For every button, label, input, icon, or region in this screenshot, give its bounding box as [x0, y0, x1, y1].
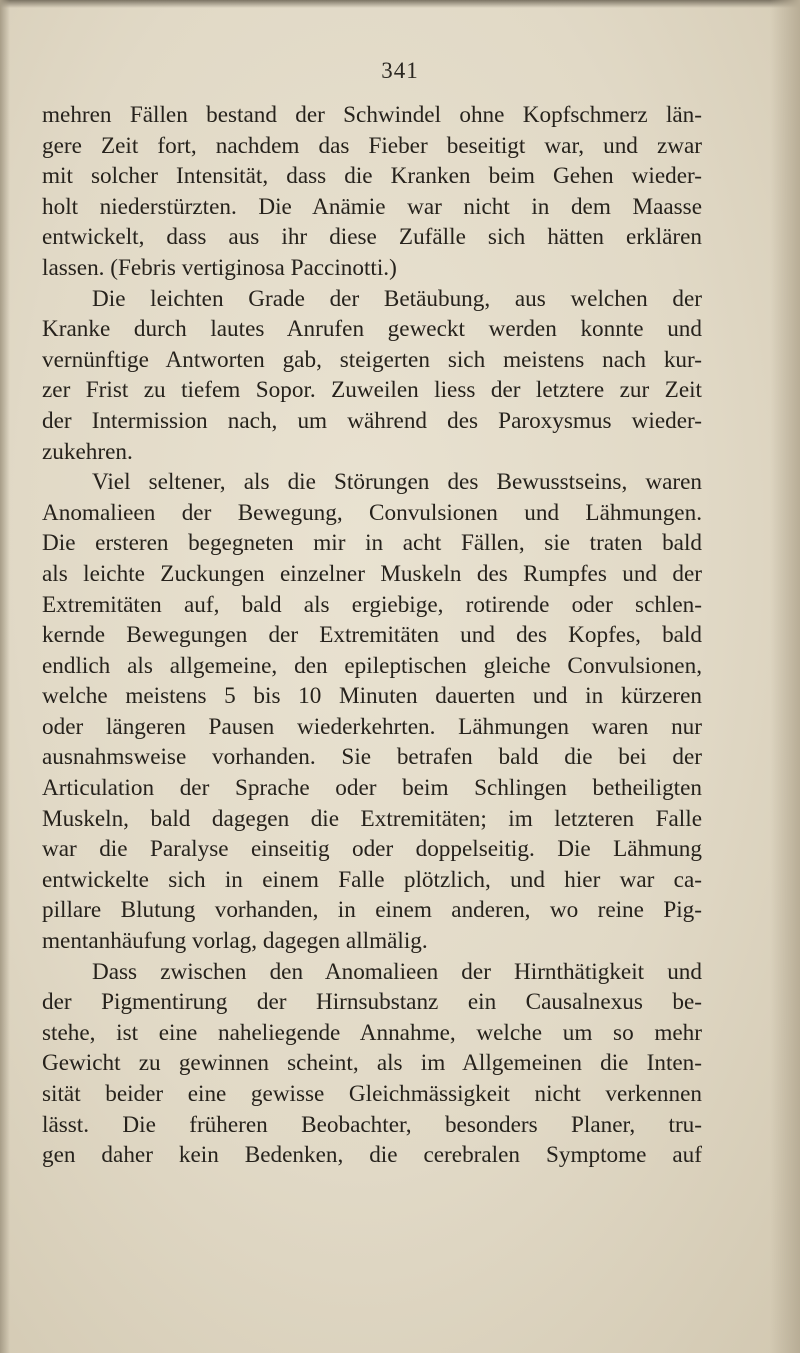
- text-line: stehe, ist eine naheliegende Annahme, welche um so mehr: [42, 1019, 702, 1046]
- text-line: endlich als allgemeine, den epileptischen gleiche Convulsionen,: [42, 652, 702, 679]
- text-line: entwickelte sich in einem Falle plötzlich, und hier war ca-: [42, 866, 702, 893]
- text-line: kernde Bewegungen der Extremitäten und des Kopfes, bald: [42, 622, 702, 649]
- text-line: ausnahmsweise vorhanden. Sie betrafen bald die bei der: [42, 744, 702, 771]
- text-line: gen daher kein Bedenken, die cerebralen Symptome auf: [42, 1142, 702, 1169]
- text-line: zukehren.: [42, 438, 133, 465]
- page-number: 341: [381, 58, 419, 83]
- text-line: der Pigmentirung der Hirnsubstanz ein Causalnexus be-: [42, 989, 702, 1016]
- page-right-shadow: [770, 0, 800, 1353]
- text-line: mehren Fällen bestand der Schwindel ohne Kopfschmerz län-: [42, 102, 702, 128]
- text-line: lässt. Die früheren Beobachter, besonders Planer, tru-: [42, 1111, 702, 1138]
- text-line: Viel seltener, als die Störungen des Bewusstseins, waren: [92, 469, 702, 496]
- text-line: war die Paralyse einseitig oder doppelseitig. Die Lähmung: [42, 836, 702, 863]
- text-line: holt niederstürzten. Die Anämie war nicht in dem Maasse: [42, 193, 702, 220]
- text-line: Extremitäten auf, bald als ergiebige, rotirende oder schlen-: [42, 591, 702, 618]
- text-line: Muskeln, bald dagegen die Extremitäten; im letzteren Falle: [42, 805, 702, 832]
- text-line: Die leichten Grade der Betäubung, aus welchen der: [92, 285, 702, 312]
- text-line: gere Zeit fort, nachdem das Fieber beseitigt war, und zwar: [42, 132, 702, 159]
- text-line: der Intermission nach, um während des Paroxysmus wieder-: [42, 407, 702, 434]
- page-top-shadow: [0, 0, 800, 8]
- text-line: mit solcher Intensität, dass die Kranken beim Gehen wieder-: [42, 163, 702, 190]
- text-line: lassen. (Febris vertiginosa Paccinotti.): [42, 254, 397, 281]
- text-line: oder längeren Pausen wiederkehrten. Lähmungen waren nur: [42, 713, 702, 740]
- text-line: pillare Blutung vorhanden, in einem anderen, wo reine Pig-: [42, 897, 702, 924]
- page-left-shadow: [0, 0, 10, 1353]
- text-line: zer Frist zu tiefem Sopor. Zuweilen liess der letztere zur Zeit: [42, 377, 702, 404]
- text-line: Dass zwischen den Anomalieen der Hirnthätigkeit und: [92, 958, 702, 985]
- body-text: [42, 100, 702, 1171]
- text-line: sität beider eine gewisse Gleichmässigkeit nicht verkennen: [42, 1081, 702, 1107]
- text-line: Kranke durch lautes Anrufen geweckt werden konnte und: [42, 316, 702, 343]
- text-line: Articulation der Sprache oder beim Schlingen betheiligten: [42, 775, 702, 802]
- text-line: welche meistens 5 bis 10 Minuten dauerten und in kürzeren: [42, 683, 702, 710]
- text-line: Anomalieen der Bewegung, Convulsionen und Lähmungen.: [42, 499, 702, 526]
- text-line: vernünftige Antworten gab, steigerten sich meistens nach kur-: [42, 346, 702, 373]
- text-line: mentanhäufung vorlag, dagegen allmälig.: [42, 928, 428, 955]
- text-line: Gewicht zu gewinnen scheint, als im Allgemeinen die Inten-: [42, 1050, 702, 1077]
- text-line: entwickelt, dass aus ihr diese Zufälle sich hätten erklären: [42, 224, 702, 251]
- text-line: Die ersteren begegneten mir in acht Fällen, sie traten bald: [42, 530, 702, 557]
- text-line: als leichte Zuckungen einzelner Muskeln des Rumpfes und der: [42, 560, 702, 587]
